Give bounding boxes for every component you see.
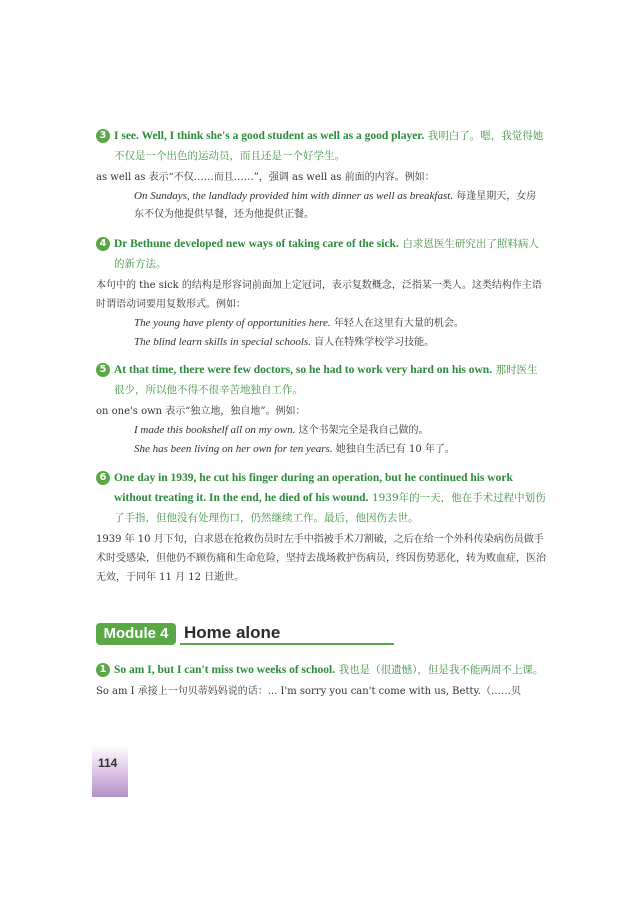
example-chinese: 盲人在特殊学校学习技能。	[314, 337, 435, 348]
item-heading	[96, 360, 546, 400]
note-item-3	[96, 126, 546, 224]
number-badge: 5	[96, 363, 110, 377]
explanation-text: 本句中的 the sick 的结构是形容词前面加上定冠词，表示复数概念，泛指某一类人。这类结构作主语时谓语动词要用复数形式。例如：	[96, 280, 542, 310]
example-english: She has been living on her own for ten years.	[134, 443, 333, 455]
note-item-4	[96, 234, 546, 352]
module-label: Module 4	[96, 623, 176, 645]
heading-chinese: 白求恩医生研究出了照料病人的新方法。	[114, 238, 539, 270]
note-item-5	[96, 360, 546, 459]
example-english: The young have plenty of opportunities here.	[134, 317, 331, 329]
module-title: Home alone	[184, 623, 281, 642]
module-underline	[180, 643, 394, 645]
item-heading	[96, 660, 546, 680]
module-note-item-1	[96, 660, 546, 701]
heading-chinese: 我明白了。嗯，我觉得她不仅是一个出色的运动员，而且还是一个好学生。	[114, 130, 544, 162]
example-line	[134, 440, 546, 459]
explanation-text: on one's own 表示“独立地，独自地”。例如：	[96, 406, 306, 417]
example-line	[134, 187, 546, 224]
explanation-text: 1939 年 10 月下旬，白求恩在抢救伤员时左手中指被手术刀割破，之后在给一个外科传染病伤员做手术时受感染，但他仍不顾伤痛和生命危险，坚持去战场救护伤病员，终因伤势恶化，转为败血症，医治无效，于同年 11 月 12 日逝世。	[96, 534, 546, 583]
number-badge: 6	[96, 471, 110, 485]
page-number-tab	[92, 745, 128, 797]
example-chinese: 这个书架完全是我自己做的。	[298, 425, 429, 436]
module-header	[96, 623, 396, 645]
item-heading	[96, 234, 546, 274]
number-badge: 1	[96, 663, 110, 677]
example-chinese: 年轻人在这里有大量的机会。	[333, 318, 464, 329]
heading-english: At that time, there were few doctors, so he had to work very hard on his own.	[114, 364, 493, 376]
heading-chinese: 那时医生很少，所以他不得不很辛苦地独自工作。	[114, 364, 538, 396]
heading-chinese: 我也是（很遗憾），但是我不能两周不上课。	[338, 664, 544, 676]
heading-english: I see. Well, I think she's a good student as well as a good player.	[114, 130, 425, 142]
example-english: On Sundays, the landlady provided him with dinner as well as breakfast.	[134, 190, 454, 202]
page-number: 114	[98, 756, 118, 770]
item-heading	[96, 468, 546, 528]
explanation-text: So am I 承接上一句贝蒂妈妈说的话：... I'm sorry you can't come with us, Betty.（……贝	[96, 686, 521, 697]
example-chinese: 她独自生活已有 10 年了。	[335, 444, 455, 455]
heading-chinese: 1939年的一天，他在手术过程中划伤了手指，但他没有处理伤口，仍然继续工作。最后，他因伤去世。	[114, 492, 546, 524]
example-english: I made this bookshelf all on my own.	[134, 424, 296, 436]
example-english: The blind learn skills in special schools.	[134, 336, 311, 348]
heading-english: One day in 1939, he cut his finger during an operation, but he continued his work without treating it. In the end, he died of his wound.	[114, 472, 513, 504]
example-chinese: 每逢星期天，女房东不仅为他提供早餐，还为他提供正餐。	[134, 191, 537, 220]
item-heading	[96, 126, 546, 166]
example-line	[134, 421, 546, 440]
heading-english: Dr Bethune developed new ways of taking care of the sick.	[114, 238, 399, 250]
number-badge: 3	[96, 129, 110, 143]
example-line	[134, 314, 546, 333]
example-line	[134, 333, 546, 352]
note-item-6	[96, 468, 546, 587]
heading-english: So am I, but I can't miss two weeks of school.	[114, 664, 336, 676]
explanation-text: as well as 表示“不仅……而且……”，强调 as well as 前面的内容。例如：	[96, 172, 435, 183]
number-badge: 4	[96, 237, 110, 251]
